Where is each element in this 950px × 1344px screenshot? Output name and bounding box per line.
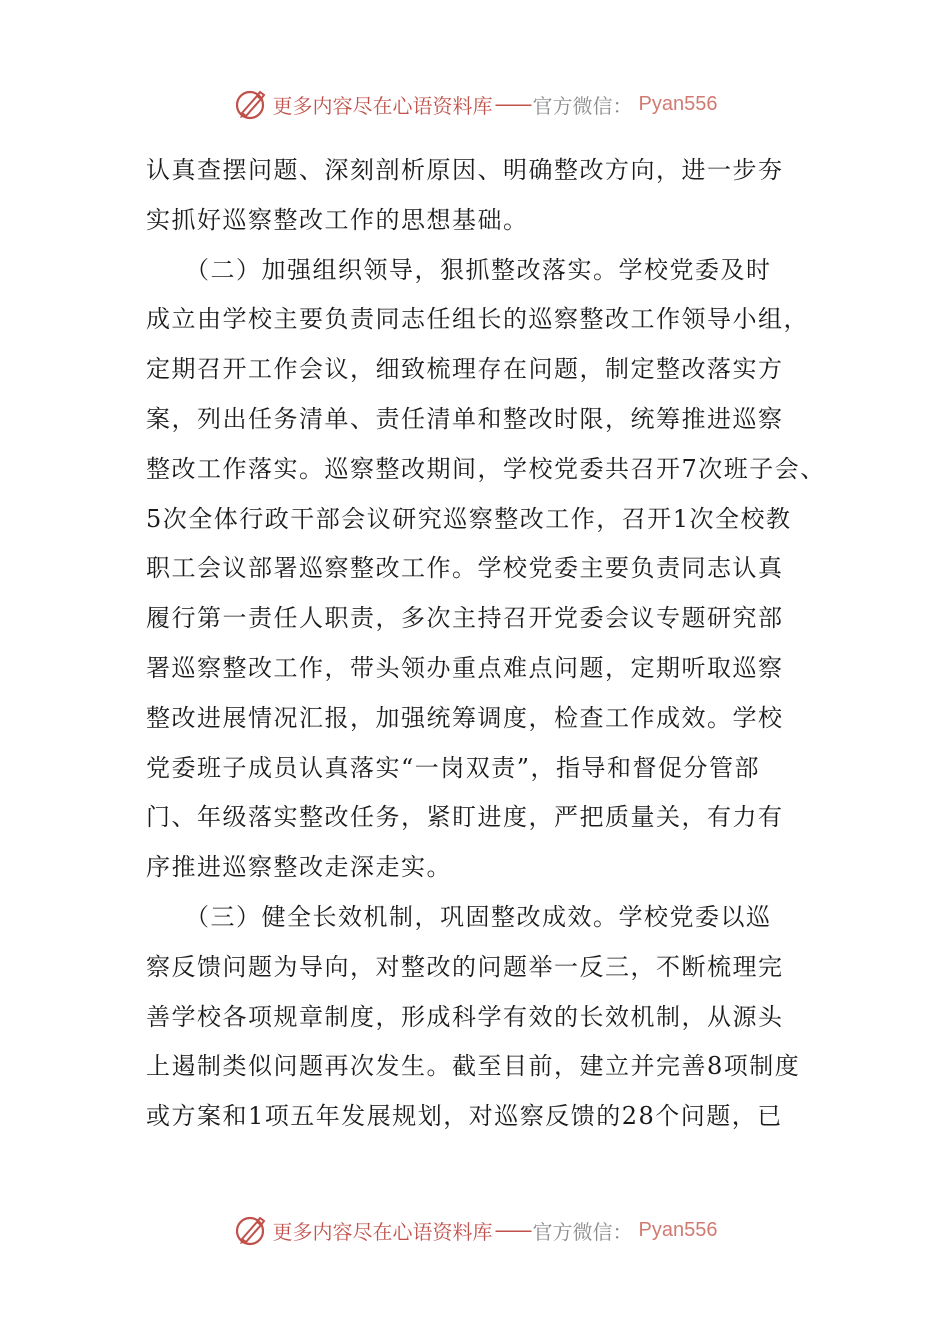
text-line: 或方案和1项五年发展规划，对巡察反馈的28个问题，已 [146, 1102, 783, 1131]
text-line: 门、年级落实整改任务，紧盯进度，严把质量关，有力有 [146, 803, 784, 832]
text-line: 署巡察整改工作，带头领办重点难点问题，定期听取巡察 [146, 653, 784, 682]
text-line: 党委班子成员认真落实“一岗双责”，指导和督促分管部 [146, 753, 761, 782]
footer-watermark-banner [0, 1208, 950, 1252]
pen-logo-icon [233, 1212, 269, 1248]
banner-brand-text: 更多内容尽在心语资料库 [272, 93, 493, 118]
text-line: 整改进展情况汇报，加强统筹调度，检查工作成效。学校 [146, 703, 784, 732]
text-line: 序推进巡察整改走深走实。 [146, 853, 452, 882]
text-line: （三）健全长效机制，巩固整改成效。学校党委以巡 [146, 902, 772, 931]
text-line: 察反馈问题为导向，对整改的问题举一反三，不断梳理完 [146, 952, 784, 981]
pen-logo-icon [233, 86, 269, 122]
banner-wechat-id: Pyan556 [638, 92, 718, 115]
text-line: 成立由学校主要负责同志任组长的巡察整改工作领导小组， [146, 305, 809, 334]
text-line: 5次全体行政干部会议研究巡察整改工作，召开1次全校教 [146, 504, 792, 533]
banner-separator: —— [494, 92, 531, 116]
text-line: 职工会议部署巡察整改工作。学校党委主要负责同志认真 [146, 554, 784, 583]
text-line: 定期召开工作会议，细致梳理存在问题，制定整改落实方 [146, 355, 784, 384]
text-line: 认真查摆问题、深刻剖析原因、明确整改方向，进一步夯 [146, 156, 784, 184]
text-line: 整改工作落实。巡察整改期间，学校党委共召开7次班子会、 [146, 454, 826, 483]
text-line: 上遏制类似问题再次发生。截至目前，建立并完善8项制度 [146, 1052, 801, 1081]
banner-wechat-label: 官方微信： [532, 93, 633, 118]
text-line: 案，列出任务清单、责任清单和整改时限，统筹推进巡察 [146, 404, 784, 433]
text-line: 实抓好巡察整改工作的思想基础。 [146, 205, 529, 234]
document-body [146, 146, 826, 1142]
text-line: 善学校各项规章制度，形成科学有效的长效机制，从源头 [146, 1002, 784, 1031]
banner-wechat-id: Pyan556 [638, 1218, 718, 1241]
banner-wechat-label: 官方微信： [532, 1219, 633, 1244]
text-line: （二）加强组织领导，狠抓整改落实。学校党委及时 [146, 255, 772, 284]
banner-separator: —— [494, 1218, 531, 1242]
header-watermark-banner [0, 82, 950, 126]
banner-brand-text: 更多内容尽在心语资料库 [272, 1219, 493, 1244]
text-line: 履行第一责任人职责，多次主持召开党委会议专题研究部 [146, 604, 784, 633]
